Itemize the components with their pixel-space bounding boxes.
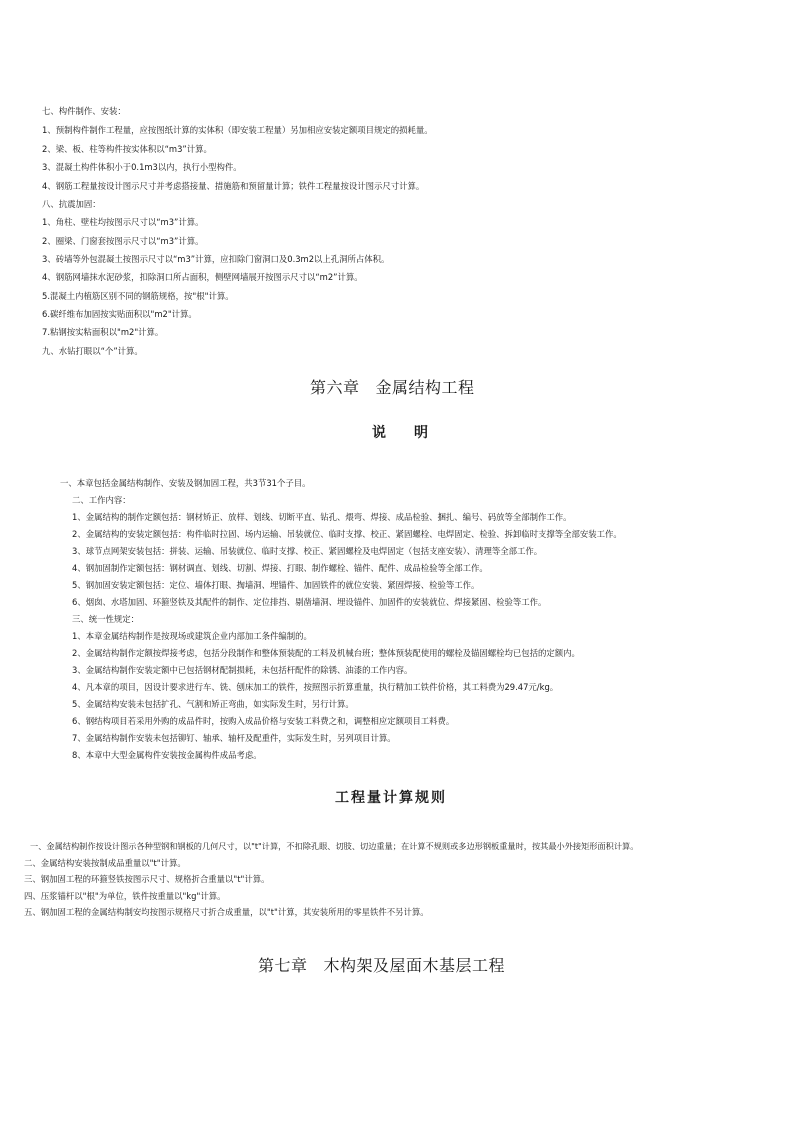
chapter7-title <box>258 953 505 976</box>
rules-title: 三、统一性规定： <box>72 614 139 624</box>
work-item-3: 3、球节点网架安装包括：拼装、运输、吊装就位、临时支撑、校正、紧固螺栓及电焊固定（包括支座安装）、清理等全部工作。 <box>72 546 543 556</box>
chapter7-name: 木构架及屋面木基层工程 <box>323 956 506 975</box>
calc-rules-heading: 工程量计算规则 <box>335 790 447 806</box>
work-item-1: 1、金属结构的制作定额包括：钢材矫正、放样、划线、切断平直、钻孔、煨弯、焊接、成品检验、捆扎、编号、码放等全部制作工作。 <box>72 512 572 522</box>
chapter6-number: 第六章 <box>310 378 360 397</box>
section8-item-6: 6.碳纤维布加固按实贴面积以"m2"计算。 <box>42 309 197 319</box>
section7-item-2: 2、梁、板、柱等构件按实体积以“m3”计算。 <box>42 144 212 154</box>
calc-rule-3: 三、钢加固工程的环箍竖铁按图示尺寸、规格折合重量以"t"计算。 <box>24 874 270 884</box>
rules-item-3: 3、金属结构制作安装定额中已包括钢材配制损耗，未包括杆配件的除锈、油漆的工作内容。 <box>72 665 413 675</box>
rules-item-2: 2、金属结构制作定额按焊接考虑，包括分段制作和整体预装配的工料及机械台班；整体预装配使用的螺栓及锚固螺栓均已包括的定额内。 <box>72 648 580 658</box>
section8-item-5: 5.混凝土内植筋区别不同的钢筋规格，按"根"计算。 <box>42 291 234 301</box>
explain-intro: 一、本章包括金属结构制作、安装及钢加固工程，共3节31个子目。 <box>60 478 311 488</box>
work-item-2: 2、金属结构的安装定额包括：构件临时拉固、场内运输、吊装就位、临时支撑、校正、紧固螺栓、电焊固定、检验、拆卸临时支撑等全部安装工作。 <box>72 529 622 539</box>
section8-item-7: 7.粘钢按实粘面积以"m2"计算。 <box>42 327 164 337</box>
section8-item-3: 3、砖墙等外包混凝土按图示尺寸以“m3”计算，应扣除门窗洞口及0.3m2以上孔洞所占体积。 <box>42 254 390 264</box>
section9-title: 九、水钻打眼以“个”计算。 <box>42 346 143 356</box>
work-item-5: 5、钢加固安装定额包括：定位、墙体打眼、掏墙洞、埋锚件、加固铁件的就位安装、紧固焊接、检验等工作。 <box>72 580 480 590</box>
rules-item-4: 4、凡本章的项目，因设计要求进行车、铣、刨床加工的铁件，按照图示折算重量，执行精加工铁件价格，其工料费为29.47元/kg。 <box>72 682 559 692</box>
calc-rule-2: 二、金属结构安装按制成品重量以"t"计算。 <box>24 858 186 868</box>
section7-item-1: 1、预制构件制作工程量，应按图纸计算的实体积（即安装工程量）另加相应安装定额项目规定的损耗量。 <box>42 125 433 135</box>
chapter6-name: 金属结构工程 <box>375 378 475 397</box>
work-item-6: 6、烟囱、水塔加固、环箍竖铁及其配件的制作、定位排挡、剔凿墙洞、埋设锚件、加固件的安装就位、焊接紧固、检验等工作。 <box>72 597 547 607</box>
work-title: 二、工作内容： <box>72 495 131 505</box>
rules-item-8: 8、本章中大型金属构件安装按金属构件成品考虑。 <box>72 750 262 760</box>
section7-title: 七、构件制作、安装： <box>42 106 126 116</box>
section8-item-1: 1、角柱、壁柱均按图示尺寸以“m3”计算。 <box>42 217 204 227</box>
section7-item-4: 4、钢筋工程量按设计图示尺寸并考虑搭接量、措施筋和预留量计算；铁件工程量按设计图示尺寸计算。 <box>42 181 425 191</box>
rules-item-6: 6、钢结构项目若采用外购的成品件时，按购入成品价格与安装工料费之和，调整相应定额项目工料费。 <box>72 716 455 726</box>
calc-rule-4: 四、压浆锚杆以"根"为单位，铁件按重量以"kg"计算。 <box>24 891 226 901</box>
explain-heading: 说明 <box>372 425 456 441</box>
rules-item-7: 7、金属结构制作安装未包括铆钉、轴承、轴杆及配重件，实际发生时，另列项目计算。 <box>72 733 396 743</box>
rules-item-5: 5、金属结构安装未包括扩孔、气割和矫正弯曲，如实际发生时，另行计算。 <box>72 699 354 709</box>
chapter7-number: 第七章 <box>258 956 308 975</box>
section8-title: 八、抗震加固： <box>42 199 101 209</box>
calc-rule-1: 一、金属结构制作按设计图示各种型钢和钢板的几何尺寸，以"t"计算，不扣除孔眼、切肢、切边重量；在计算不规则或多边形钢板重量时，按其最小外接矩形面积计算。 <box>30 841 639 851</box>
section8-item-2: 2、圈梁、门窗套按图示尺寸以“m3”计算。 <box>42 236 204 246</box>
calc-rule-5: 五、钢加固工程的金属结构制安均按图示规格尺寸折合成重量，以"t"计算，其安装所用的零星铁件不另计算。 <box>24 907 429 917</box>
section8-item-4: 4、钢筋网墙抹水泥砂浆，扣除洞口所占面积，侧壁网墙展开按图示尺寸以“m2”计算。 <box>42 272 363 282</box>
chapter6-title <box>310 375 475 398</box>
work-item-4: 4、钢加固制作定额包括：钢材调直、划线、切割、焊接、打眼、制作螺栓、锚件、配件、成品检验等全部工作。 <box>72 563 488 573</box>
section7-item-3: 3、混凝土构件体积小于0.1m3以内，执行小型构件。 <box>42 162 242 172</box>
rules-item-1: 1、本章金属结构制作是按现场或建筑企业内部加工条件编制的。 <box>72 631 312 641</box>
